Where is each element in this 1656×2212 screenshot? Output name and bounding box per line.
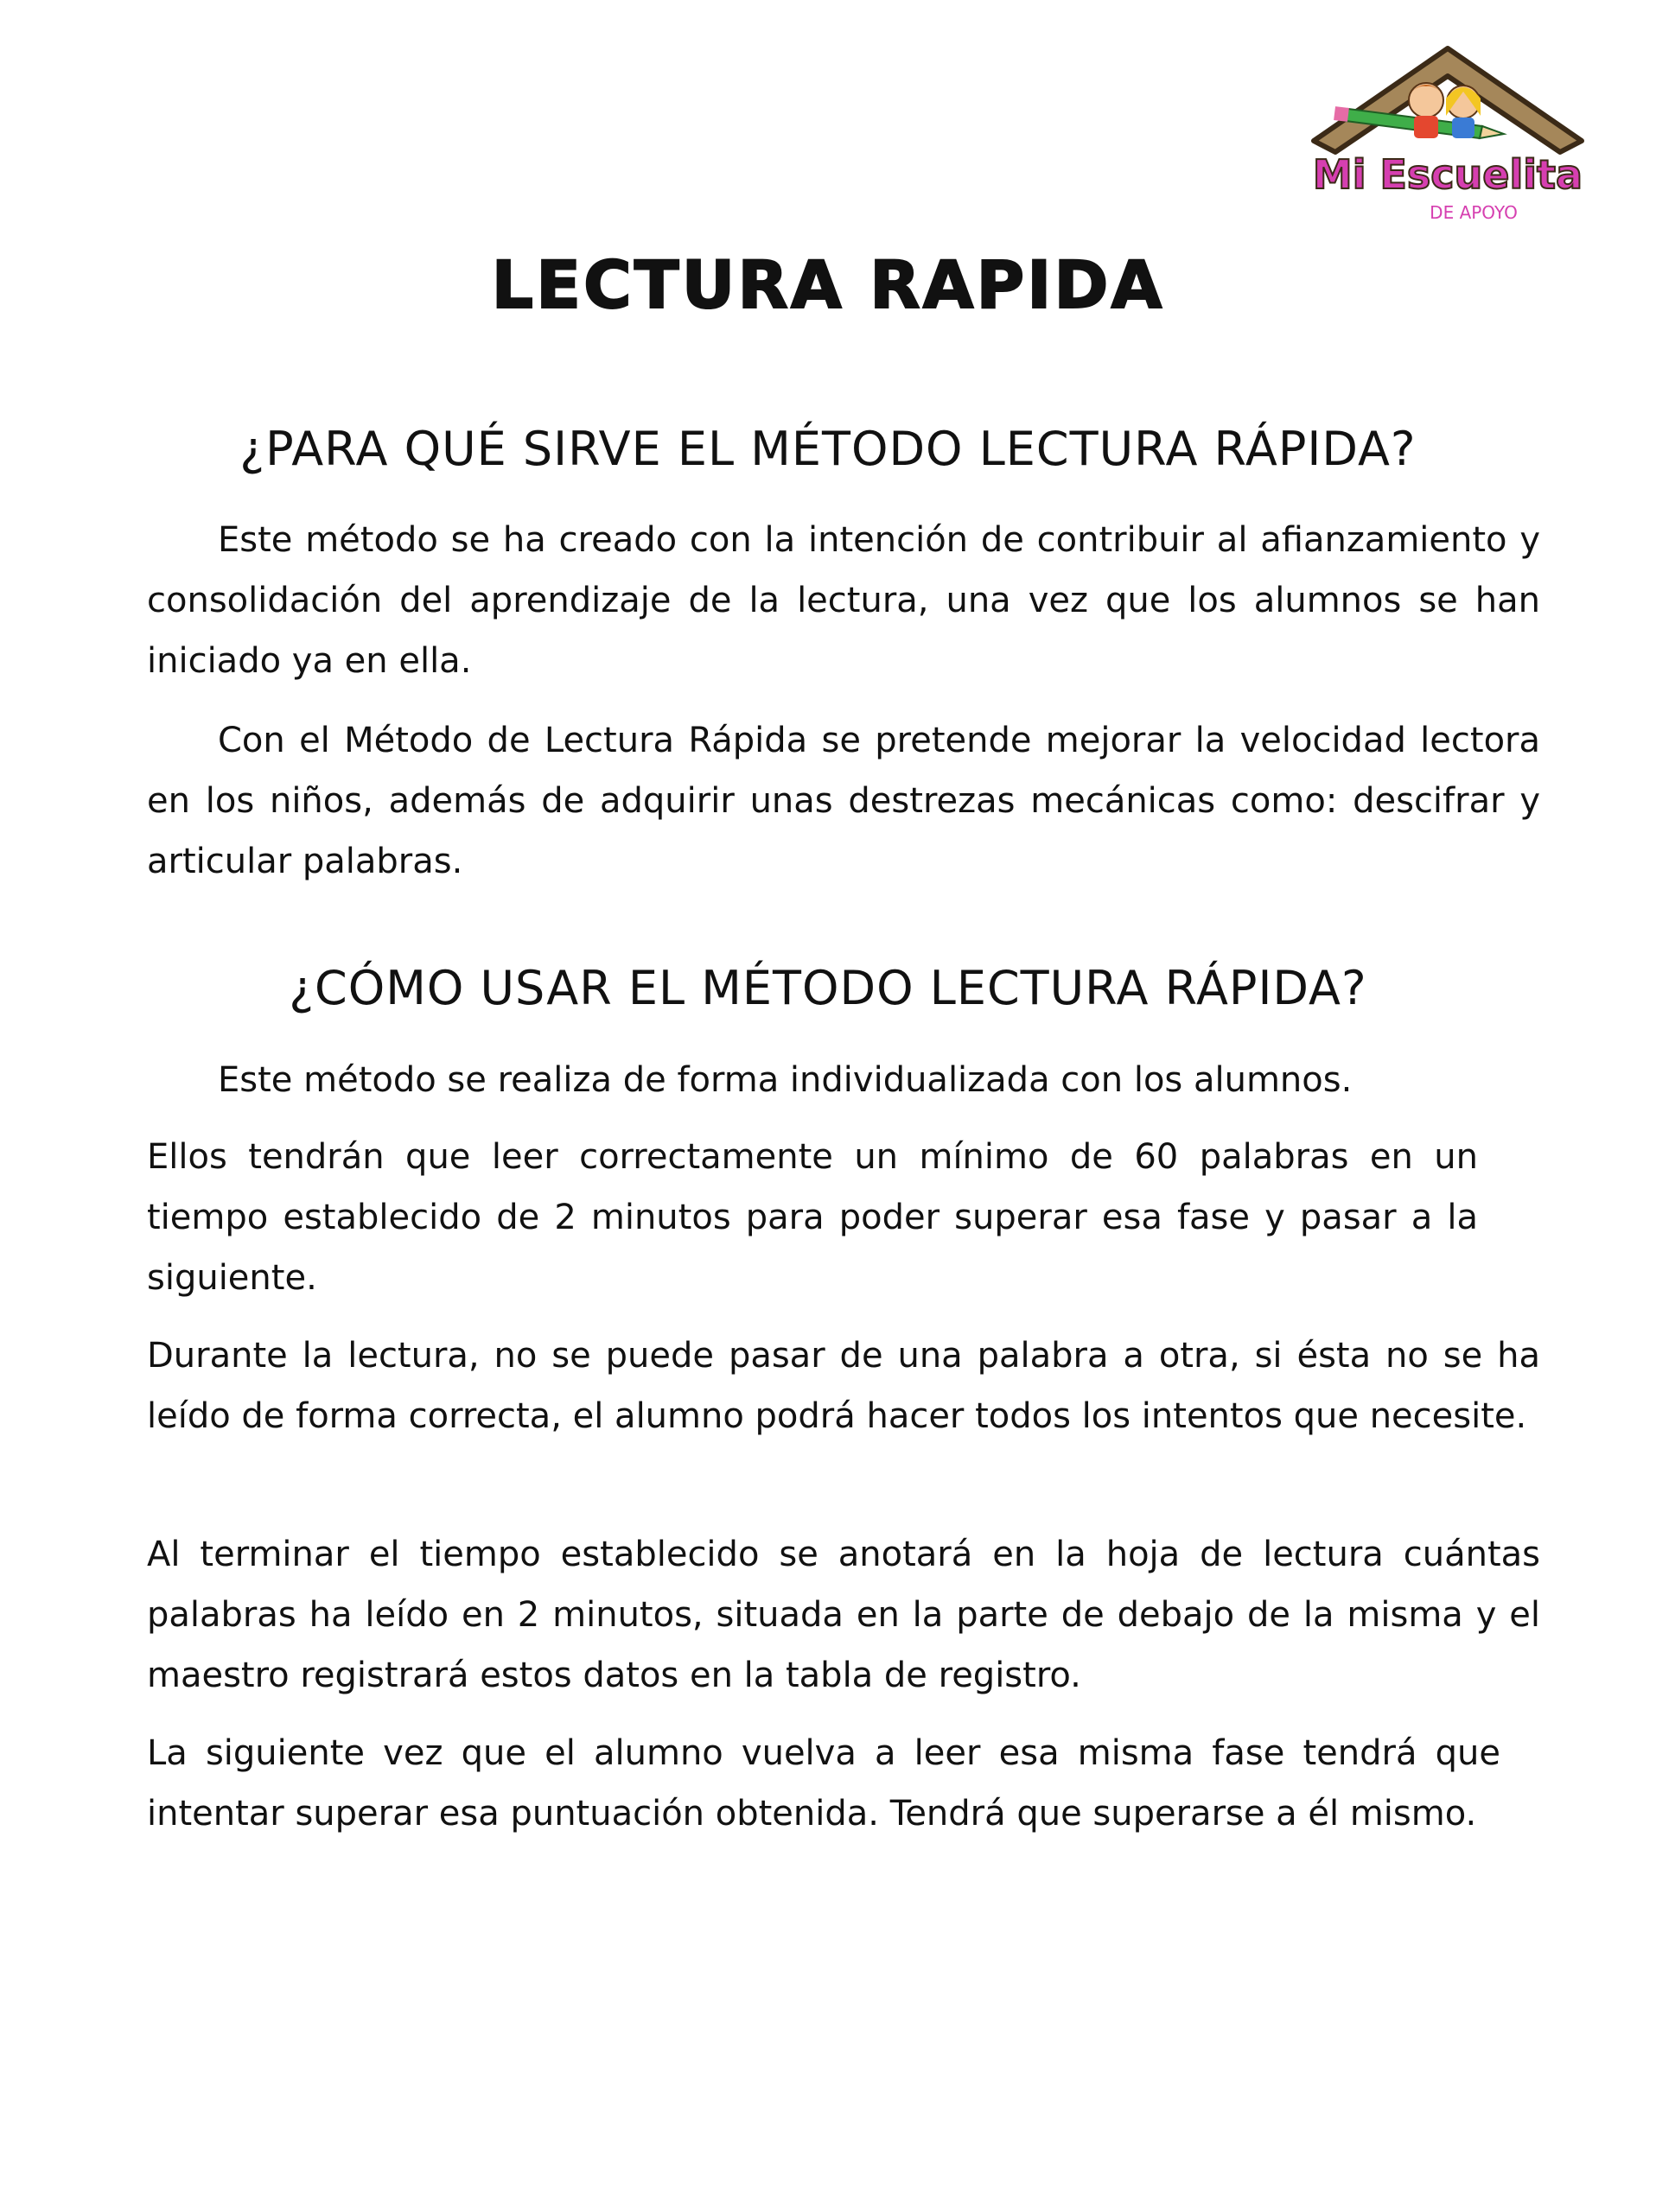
paragraph: La siguiente vez que el alumno vuelva a leer esa misma fase tendrá que intentar superar esa puntuación obtenida. Tendrá que superarse a él mismo. [147, 1733, 1500, 1834]
logo-name: Mi Escuelita [1312, 151, 1583, 198]
section-heading-purpose: ¿PARA QUÉ SIRVE EL MÉTODO LECTURA RÁPIDA? [239, 422, 1417, 476]
paragraph: Ellos tendrán que leer correctamente un mínimo de 60 palabras en un tiempo establecido de 2 minutos para poder superar esa fase y pasar a la siguiente. [147, 1137, 1478, 1298]
paragraph: Al terminar el tiempo establecido se anotará en la hoja de lectura cuántas palabras ha leído en 2 minutos, situada en la parte de debajo de la misma y el maestro registrará estos datos en la tabla de registro. [147, 1535, 1540, 1695]
paragraph: Este método se realiza de forma individualizada con los alumnos. [218, 1060, 1353, 1100]
paragraph: Durante la lectura, no se puede pasar de una palabra a otra, si ésta no se ha leído de forma correcta, el alumno podrá hacer todos los intentos que necesite. [147, 1336, 1540, 1436]
section-heading-usage: ¿CÓMO USAR EL MÉTODO LECTURA RÁPIDA? [289, 961, 1367, 1015]
house-roof-logo-icon [1296, 41, 1599, 240]
paragraph: Con el Método de Lectura Rápida se pretende mejorar la velocidad lectora en los niños, además de adquirir unas destrezas mecánicas como: descifrar y articular palabras. [147, 721, 1540, 881]
school-logo [1296, 41, 1599, 240]
logo-tagline: DE APOYO [1430, 202, 1518, 223]
paragraph: Este método se ha creado con la intención de contribuir al afianzamiento y consolidación del aprendizaje de la lectura, una vez que los alumnos se han iniciado ya en ella. [147, 520, 1540, 681]
document-title: LECTURA RAPIDA [491, 246, 1165, 323]
